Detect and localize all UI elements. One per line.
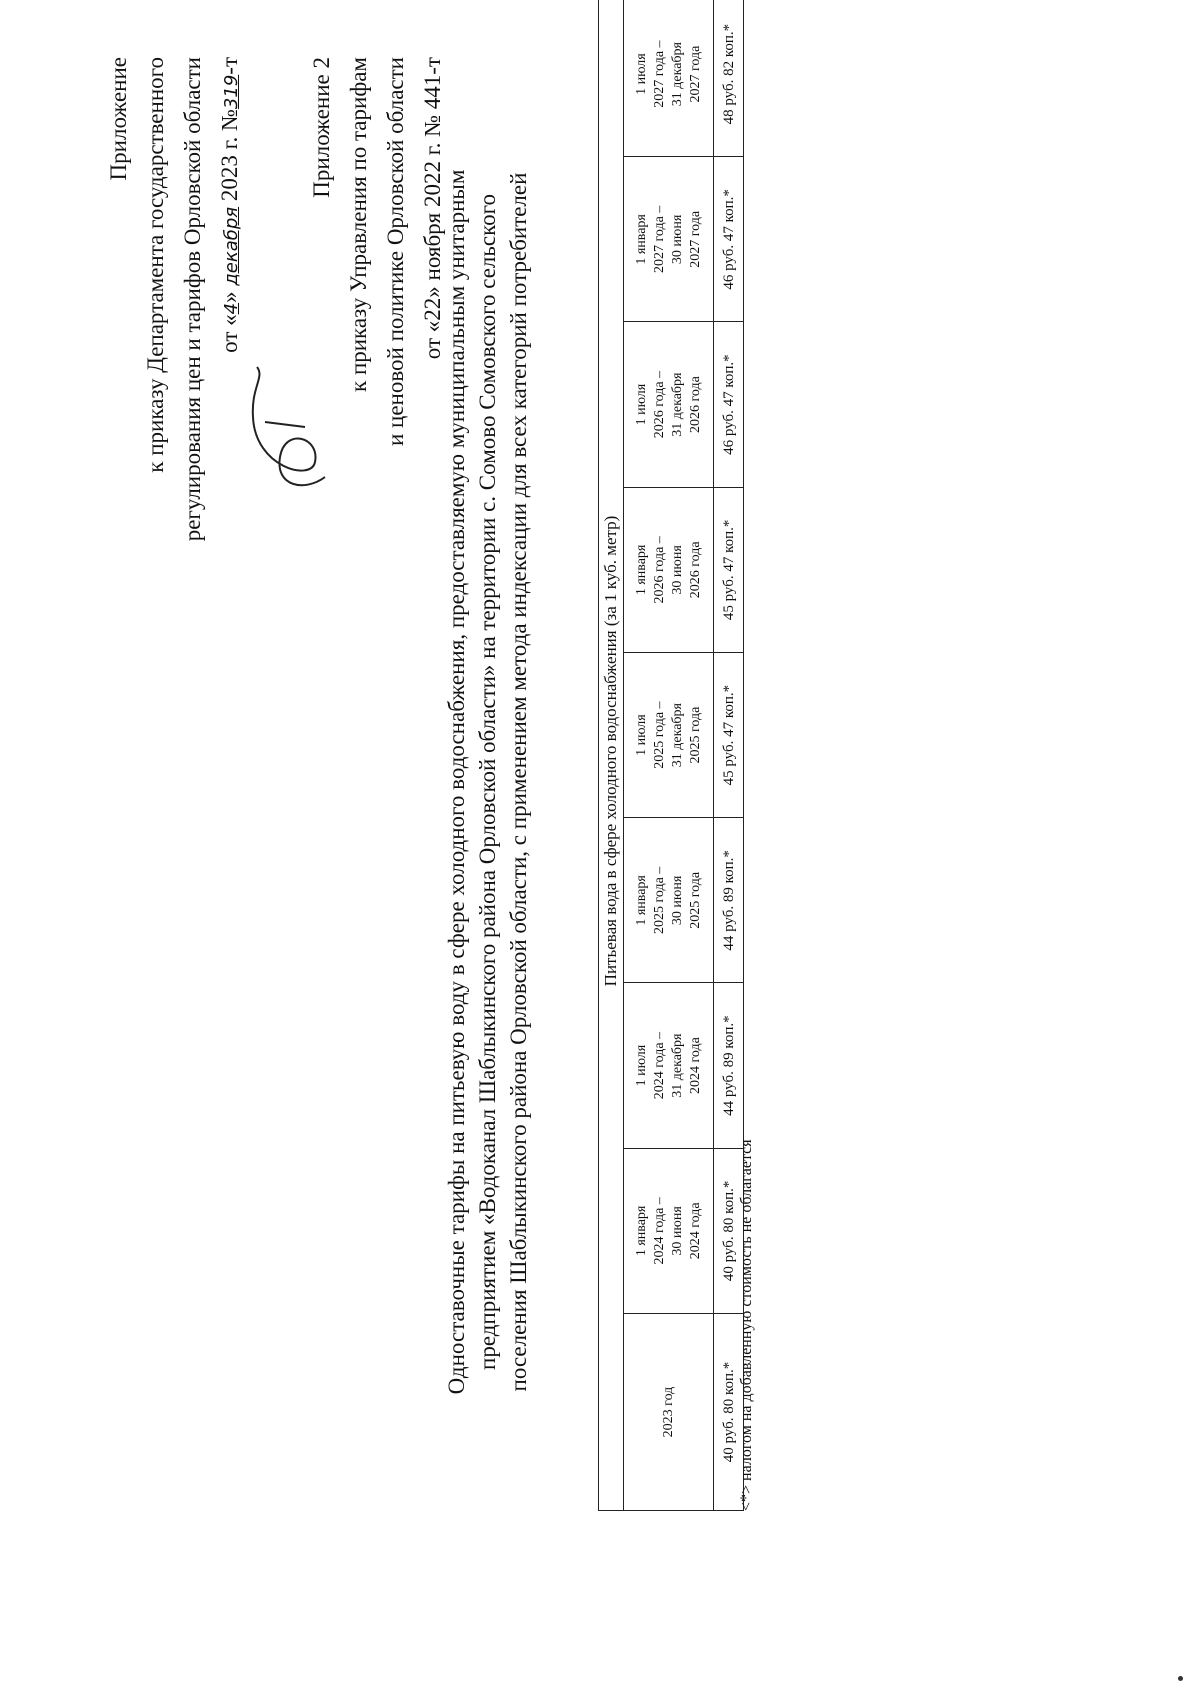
appendix-header-current [100, 57, 250, 657]
document-title-line-2: предприятием «Водоканал Шаблыкинского района Орловской области» на территории с. Сомово Сомовского сельского [475, 194, 500, 1370]
appendix-previous-title: Приложение 2 [309, 57, 334, 198]
column-header-period: 1 января 2025 года – 30 июня 2025 года [624, 818, 714, 983]
appendix-previous-line-3: от «22» ноября 2022 г. № 441-т [420, 57, 445, 360]
price-cell: 44 руб. 89 коп.* [714, 818, 744, 983]
column-header-period: 1 июля 2025 года – 31 декабря 2025 года [624, 653, 714, 818]
column-header-period: 1 января 2026 года – 30 июня 2026 года [624, 487, 714, 652]
document-title-line-1: Одноставочные тарифы на питьевую воду в сфере холодного водоснабжения, предоставляемую муниципальным унитарным [444, 169, 469, 1395]
tariff-table [598, 0, 744, 1511]
price-cell: 46 руб. 47 коп.* [714, 322, 744, 487]
vat-footnote: <*> налогом на добавленную стоимость не облагается [738, 1139, 755, 1511]
table-group-header: Питьевая вода в сфере холодного водоснабжения (за 1 куб. метр) [599, 0, 624, 1511]
appendix-header-previous [303, 57, 451, 657]
order-number-handwritten: 319 [221, 74, 242, 110]
price-cell: 44 руб. 89 коп.* [714, 983, 744, 1148]
price-cell: 46 руб. 47 коп.* [714, 157, 744, 322]
column-header-period: 1 января 2024 года – 30 июня 2024 года [624, 1148, 714, 1313]
column-header-period: 1 января 2027 года – 30 июня 2027 года [624, 157, 714, 322]
appendix-ref-line-2: регулирования цен и тарифов Орловской области [180, 57, 205, 542]
price-cell: 45 руб. 47 коп.* [714, 653, 744, 818]
column-header-2023: 2023 год [624, 1314, 714, 1511]
price-cell: 40 руб. 80 коп.* [714, 1148, 744, 1313]
date-year: 2023 г. № [217, 109, 242, 207]
appendix-ref-line-1: к приказу Департамента государственного [143, 57, 168, 473]
column-header-period: 1 июля 2027 года – 31 декабря 2027 года [624, 0, 714, 157]
column-header-period: 1 июля 2026 года – 31 декабря 2026 года [624, 322, 714, 487]
price-cell: 48 руб. 82 коп.* [714, 0, 744, 157]
appendix-title: Приложение [106, 57, 131, 181]
scan-speck [1178, 1676, 1183, 1681]
document-title-line-3: поселения Шаблыкинского района Орловской области, с применением метода индексации для всех категорий потребителей [506, 172, 531, 1392]
document-title [441, 82, 534, 1482]
order-suffix: -т [217, 57, 242, 75]
column-header-period: 1 июля 2024 года – 31 декабря 2024 года [624, 983, 714, 1148]
date-mid: » [217, 285, 242, 303]
price-cell: 40 руб. 80 коп.* [714, 1314, 744, 1511]
price-cell: 45 руб. 47 коп.* [714, 487, 744, 652]
date-month-handwritten: декабря [221, 206, 242, 286]
date-day-handwritten: 4 [221, 302, 242, 315]
appendix-previous-line-2: и ценовой политике Орловской области [383, 57, 408, 447]
date-prefix: от « [217, 314, 242, 353]
appendix-previous-line-1: к приказу Управления по тарифам [346, 57, 371, 392]
